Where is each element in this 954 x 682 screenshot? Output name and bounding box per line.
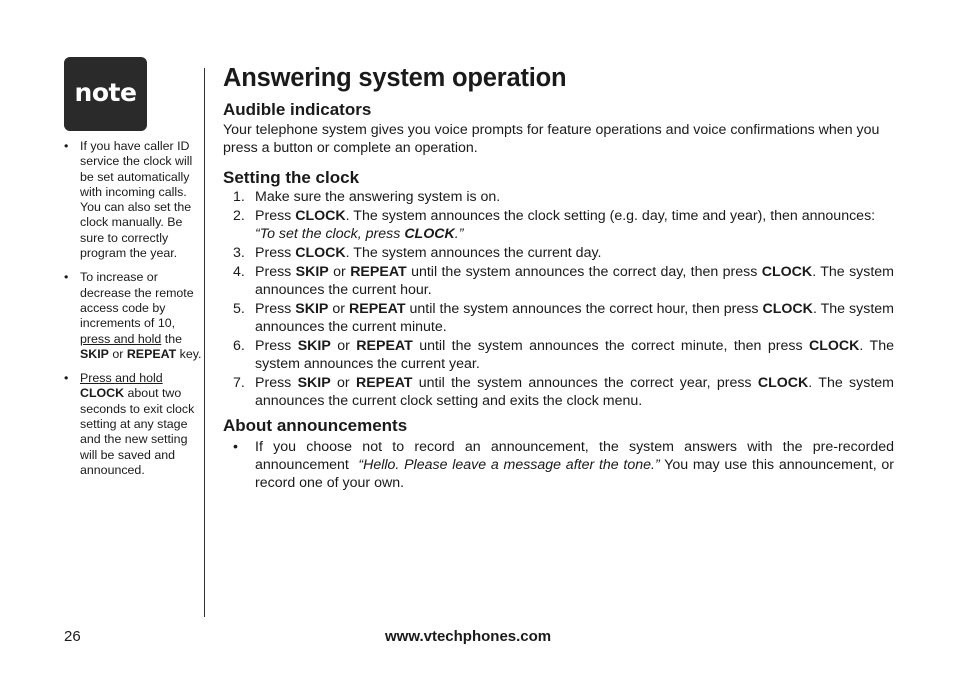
step-1 [223,188,894,206]
prompt-quote [255,226,463,242]
step-text: . The system announces the current hour. [255,264,895,298]
note-text: If you have caller ID service the clock will be set automatically with incoming calls. You can also set the clock manually. Be sure to correctly program the year. [80,139,193,261]
skip-key: SKIP [297,375,331,391]
step-number: 6. [233,338,245,354]
bullet: • [233,439,238,455]
step-text: or [333,264,346,280]
step-text: Press [255,301,292,317]
step-number: 3. [233,245,245,261]
note-text: the [164,331,182,346]
repeat-key: REPEAT [355,375,413,391]
note-badge [64,57,147,131]
step-text: until the system announces the correct day, then press [411,264,758,280]
section-heading-announcements: About announcements [223,416,408,435]
note-underlined: Press and hold [80,371,163,386]
bullet: • [64,371,69,386]
step-text: Press [255,208,292,224]
step-3 [223,244,894,262]
announcement-text: You may use this announcement, or record one of your own. [255,457,894,491]
bullet: • [64,139,69,153]
step-6 [223,337,894,373]
step-text: . The system announces the current day. [345,245,602,261]
step-2 [223,207,894,243]
step-text: until the system announces the correct minute, then press [419,338,803,354]
column-divider [204,68,205,617]
clock-key: CLOCK [295,208,346,224]
skip-key: SKIP [295,264,329,280]
note-text: about two seconds to exit clock setting at any stage and the new setting will be saved and announced. [80,386,195,477]
note-text: or [112,346,124,361]
sidebar-note-2 [64,270,204,362]
step-text: until the system announces the correct year, press [418,375,752,391]
note-text: key. [179,346,202,361]
announcement-text: If you choose not to record an announcement, the system answers with the pre-recorded announcement [255,439,894,473]
main-content [223,62,894,492]
step-text: Press [255,245,292,261]
repeat-key: REPEAT [349,301,406,317]
skip-key: SKIP [295,301,329,317]
section-heading-clock: Setting the clock [223,168,360,187]
skip-key: SKIP [80,346,109,361]
page-title: Answering system operation [223,64,567,92]
note-underlined: press and hold [80,331,162,346]
quote-text: .” [454,226,464,242]
step-text: . The system announces the current year. [255,338,894,372]
step-text: . The system announces the clock setting (e.g. day, time and year), then announces: [345,208,876,224]
announcement-quote: “Hello. Please leave a message after the tone.” [358,457,660,473]
clock-key: CLOCK [757,375,809,391]
step-number: 4. [233,264,245,280]
clock-key: CLOCK [808,338,860,354]
step-text: Press [255,338,292,354]
step-text: until the system announces the correct hour, then press [409,301,759,317]
step-text: Press [255,375,292,391]
step-text: or [337,375,350,391]
step-number: 1. [233,189,245,205]
repeat-key: REPEAT [126,346,177,361]
step-text: Press [255,264,292,280]
step-4 [223,263,894,299]
clock-key: CLOCK [404,226,455,242]
repeat-key: REPEAT [350,264,407,280]
audible-paragraph: Your telephone system gives you voice prompts for feature operations and voice confirmations when you press a button or complete an operation. [223,122,880,156]
step-text: or [337,338,350,354]
sidebar-note-3 [64,371,204,478]
sidebar-notes [64,139,204,487]
quote-text: “To set the clock, press [255,226,401,242]
step-text: . The system announces the current clock setting and exits the clock menu. [255,375,894,409]
step-number: 7. [233,375,245,391]
step-text: . The system announces the current minute. [255,301,894,335]
bullet: • [64,270,69,285]
note-text: To increase or decrease the remote access code by increments of 10, [80,270,194,331]
step-number: 5. [233,301,245,317]
page-number: 26 [64,628,81,645]
announcement-bullet [223,438,894,492]
section-heading-audible: Audible indicators [223,100,372,119]
clock-key: CLOCK [761,264,813,280]
clock-steps [223,188,894,410]
clock-key: CLOCK [295,245,346,261]
step-text: or [332,301,346,317]
repeat-key: REPEAT [356,338,413,354]
step-text: Make sure the answering system is on. [255,189,501,205]
clock-key: CLOCK [762,301,813,317]
sidebar-note-1 [64,139,204,261]
step-5 [223,300,894,336]
note-label: note [74,77,137,107]
skip-key: SKIP [297,338,331,354]
step-7 [223,374,894,410]
footer-url: www.vtechphones.com [385,628,552,645]
clock-key: CLOCK [80,386,125,401]
step-number: 2. [233,208,245,224]
